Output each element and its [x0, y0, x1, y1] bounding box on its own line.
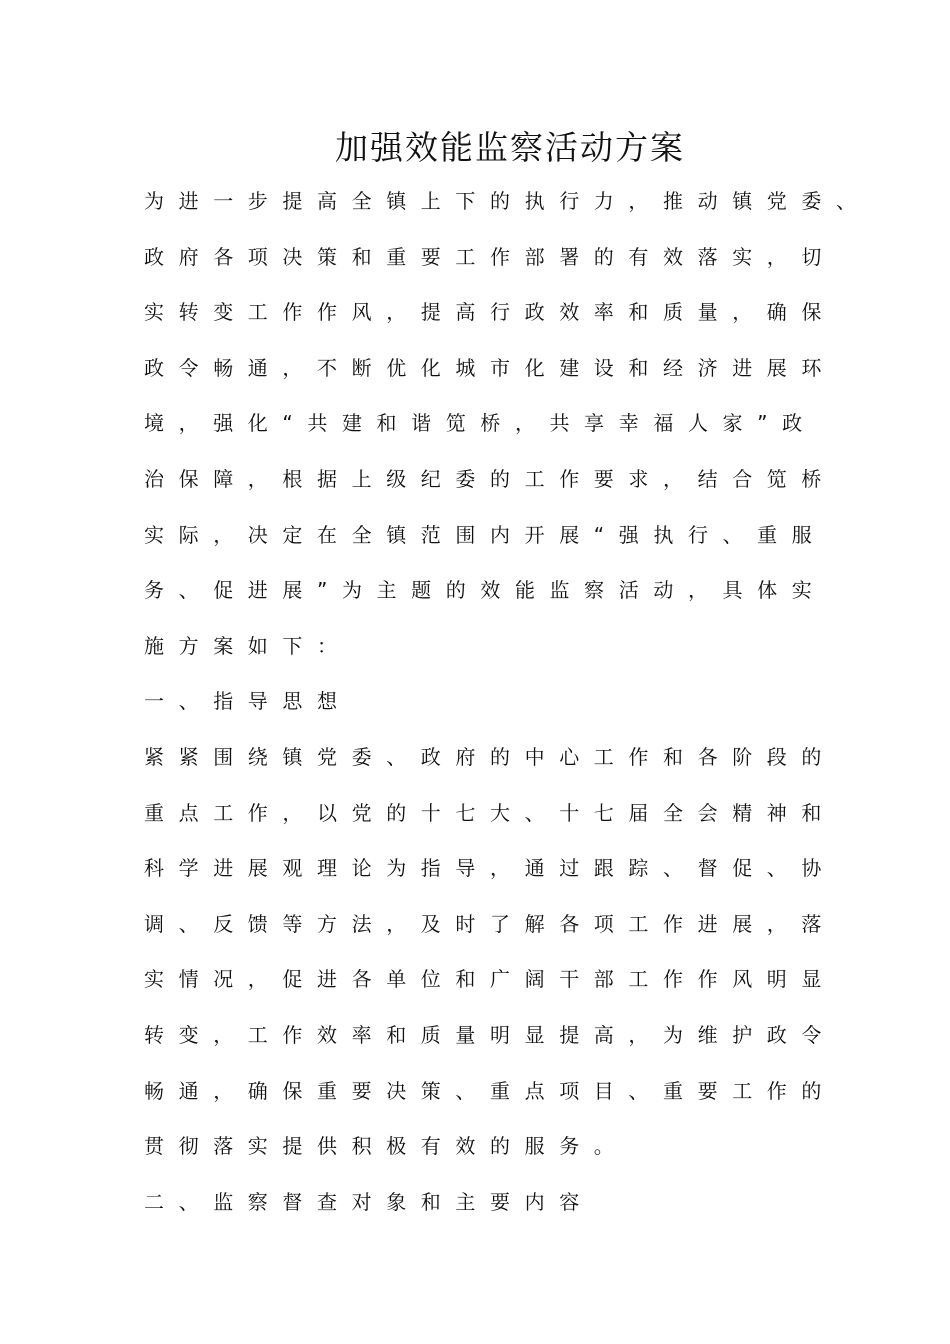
paragraph-line: 政令畅通，不断优化城市化建设和经济进展环: [144, 355, 836, 380]
section-heading: 二、监察督查对象和主要内容: [144, 1189, 594, 1214]
section-heading: 一、指导思想: [144, 689, 352, 714]
paragraph-line: 境，强化“共建和谐笕桥，共享幸福人家”政: [144, 411, 817, 436]
paragraph-line: 施方案如下：: [144, 633, 352, 658]
paragraph-line: 重点工作，以党的十七大、十七届全会精神和: [144, 800, 836, 825]
paragraph-line: 务、促进展”为主题的效能监察活动，具体实: [144, 578, 827, 603]
paragraph-line: 治保障，根据上级纪委的工作要求，结合笕桥: [144, 466, 836, 491]
paragraph-line: 实情况，促进各单位和广阔干部工作作风明显: [144, 967, 836, 992]
paragraph-line: 紧紧围绕镇党委、政府的中心工作和各阶段的: [144, 744, 836, 769]
document-body: [144, 186, 871, 1242]
paragraph-line: 贯彻落实提供积极有效的服务。: [144, 1134, 629, 1159]
paragraph-line: 转变，工作效率和质量明显提高，为维护政令: [144, 1022, 836, 1047]
paragraph-line: 政府各项决策和重要工作部署的有效落实，切: [144, 244, 836, 269]
paragraph-line: 实转变工作作风，提高行政效率和质量，确保: [144, 300, 836, 325]
document-title: 加强效能监察活动方案: [335, 128, 685, 167]
paragraph-line: 实际，决定在全镇范围内开展“强执行、重服: [144, 522, 827, 547]
paragraph-line: 科学进展观理论为指导，通过跟踪、督促、协: [144, 856, 836, 881]
paragraph-line: 为进一步提高全镇上下的执行力，推动镇党委、: [144, 189, 871, 213]
paragraph-line: 畅通，确保重要决策、重点项目、重要工作的: [144, 1078, 836, 1103]
paragraph-line: 调、反馈等方法，及时了解各项工作进展，落: [144, 911, 836, 936]
